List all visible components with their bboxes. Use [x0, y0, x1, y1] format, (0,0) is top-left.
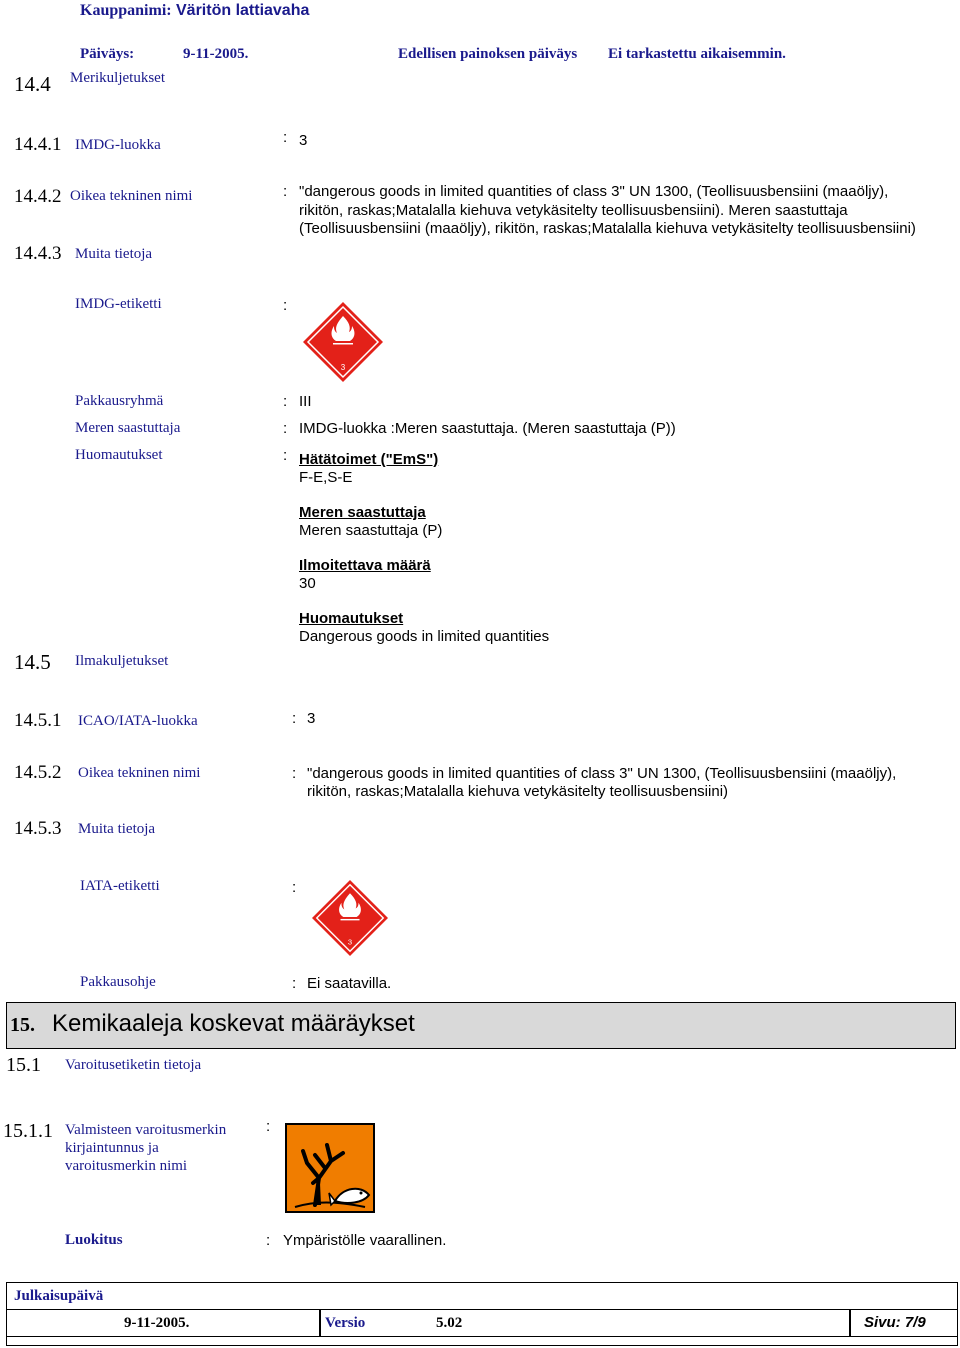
environmental-hazard-icon [285, 1123, 375, 1213]
classification-label: Luokitus [65, 1232, 123, 1248]
iata-other-number: 14.5.3 [14, 818, 62, 839]
version-value: 5.02 [436, 1315, 463, 1331]
section-15-1-1-number: 15.1.1 [3, 1120, 53, 1142]
packing-instruction-value: Ei saatavilla. [307, 975, 392, 992]
iata-name-value-line1: "dangerous goods in limited quantities of class 3" UN 1300, (Teollisuusbensiini (maaöljy), [307, 765, 897, 782]
prev-date-label: Edellisen painoksen päiväys [398, 46, 578, 62]
notes-title: Huomautukset [299, 610, 404, 627]
imdg-class-label: IMDG-luokka [75, 137, 161, 153]
marine-pollutant-value: IMDG-luokka :Meren saastuttaja. (Meren saastuttaja (P)) [299, 420, 676, 437]
imdg-name-label: Oikea tekninen nimi [70, 188, 193, 204]
packing-group-label: Pakkausryhmä [75, 393, 164, 409]
imdg-label-label: IMDG-etiketti [75, 296, 162, 312]
section-15-1-number: 15.1 [6, 1054, 41, 1076]
classification-value: Ympäristölle vaarallinen. [283, 1232, 447, 1249]
footer-version-cell [319, 1309, 851, 1337]
reportable-quantity-value: 30 [299, 575, 316, 592]
colon: : [266, 1118, 271, 1135]
company-label: Kauppanimi: [80, 2, 172, 19]
publication-date-label: Julkaisupäivä [14, 1288, 104, 1304]
section-14-4-title: Merikuljetukset [70, 70, 165, 86]
publication-date-value: 9-11-2005. [124, 1315, 190, 1331]
packing-instruction-label: Pakkausohje [80, 974, 156, 990]
iata-class-value: 3 [307, 710, 316, 727]
imdg-class-value: 3 [299, 132, 308, 149]
iata-name-label: Oikea tekninen nimi [78, 765, 201, 781]
colon: : [292, 879, 297, 896]
section-15-title: Kemikaaleja koskevat määräykset [52, 1010, 415, 1037]
colon: : [283, 183, 288, 200]
diamond-class-text: 3 [340, 363, 346, 372]
colon: : [283, 129, 288, 146]
imdg-name-value-line1: "dangerous goods in limited quantities of class 3" UN 1300, (Teollisuusbensiini (maaöljy), [299, 183, 889, 200]
colon: : [292, 765, 297, 782]
colon: : [283, 297, 288, 314]
ems-title: Hätätoimet ("EmS") [299, 451, 439, 468]
prev-date-value: Ei tarkastettu aikaisemmin. [608, 46, 786, 62]
company-value: Väritön lattiavaha [176, 2, 310, 19]
colon: : [283, 393, 288, 410]
symbol-label-line3: varoitusmerkin nimi [65, 1158, 188, 1174]
section-15-1-title: Varoitusetiketin tietoja [65, 1057, 202, 1073]
imdg-other-label: Muita tietoja [75, 246, 153, 262]
date-label: Päiväys: [80, 46, 135, 62]
symbol-label-line1: Valmisteen varoitusmerkin [65, 1122, 227, 1138]
iata-class-label: ICAO/IATA-luokka [78, 713, 198, 729]
colon: : [292, 975, 297, 992]
section-14-5-number: 14.5 [14, 650, 51, 674]
colon: : [283, 447, 288, 464]
iata-class-number: 14.5.1 [14, 710, 62, 731]
marine-pollutant-label: Meren saastuttaja [75, 420, 181, 436]
section-14-5-title: Ilmakuljetukset [75, 653, 169, 669]
imdg-other-number: 14.4.3 [14, 243, 62, 264]
version-label: Versio [325, 1315, 366, 1331]
imdg-name-value-line2: rikitön, raskas;Matalalla kiehuva vetykäsitelty teollisuusbensiini). Meren saastuttaja [299, 202, 848, 219]
iata-name-value-line2: rikitön, raskas;Matalalla kiehuva vetykäsitelty teollisuusbensiini) [307, 783, 729, 800]
imdg-name-value-line3: (Teollisuusbensiini (maaöljy), rikitön, raskas;Matalalla kiehuva vetykäsitelty teollisuusbensiini) [299, 220, 916, 237]
date-value: 9-11-2005. [183, 46, 249, 62]
imdg-class-number: 14.4.1 [14, 134, 62, 155]
diamond-class-text: 3 [347, 937, 353, 947]
ems-value: F-E,S-E [299, 469, 353, 486]
reportable-quantity-title: Ilmoitettava määrä [299, 557, 431, 574]
marine-pollutant-detail: Meren saastuttaja (P) [299, 522, 443, 539]
marine-pollutant-title: Meren saastuttaja [299, 504, 426, 521]
page-number: Sivu: 7/9 [864, 1314, 926, 1331]
iata-label-label: IATA-etiketti [80, 878, 160, 894]
symbol-label-line2: kirjaintunnus ja [65, 1140, 159, 1156]
flammable-liquid-diamond-icon [312, 880, 388, 956]
flammable-liquid-diamond-icon [303, 302, 383, 382]
section-14-4-number: 14.4 [14, 72, 51, 96]
iata-other-label: Muita tietoja [78, 821, 156, 837]
packing-group-value: III [299, 393, 312, 410]
imdg-name-number: 14.4.2 [14, 186, 62, 207]
notes-value: Dangerous goods in limited quantities [299, 628, 550, 644]
colon: : [283, 420, 288, 437]
colon: : [266, 1232, 271, 1249]
iata-name-number: 14.5.2 [14, 762, 62, 783]
colon: : [292, 710, 297, 727]
notes-label: Huomautukset [75, 447, 163, 463]
section-15-number: 15. [10, 1014, 35, 1036]
